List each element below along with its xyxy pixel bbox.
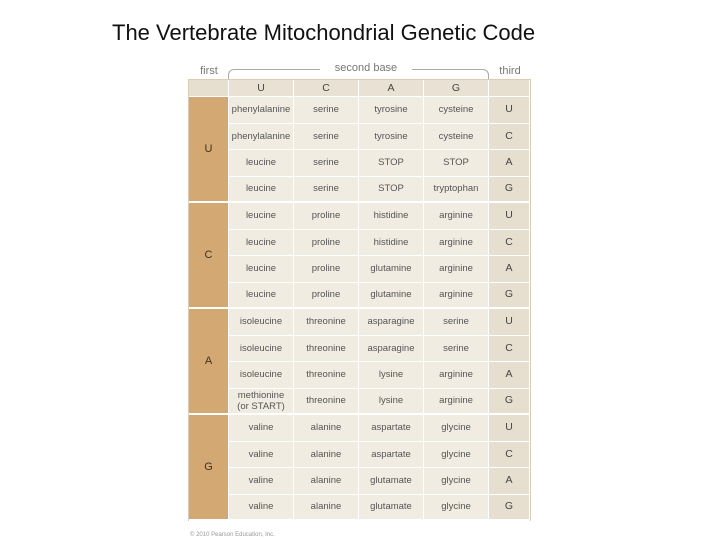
amino-acid-cell: threonine (294, 336, 359, 363)
third-base-a: A (489, 362, 530, 389)
third-base-u: U (489, 203, 530, 230)
amino-acid-cell: methionine (or START) (229, 389, 294, 416)
amino-acid-cell: serine (294, 150, 359, 177)
amino-acid-cell: arginine (424, 389, 489, 416)
amino-acid-cell: arginine (424, 362, 489, 389)
page-title: The Vertebrate Mitochondrial Genetic Code (112, 20, 536, 45)
amino-acid-cell: phenylalanine (229, 97, 294, 124)
third-base-u: U (489, 415, 530, 442)
amino-acid-cell: leucine (229, 150, 294, 177)
third-base-g: G (489, 495, 530, 522)
codon-grid (189, 80, 530, 521)
first-base-header-line1: first (200, 65, 218, 77)
first-base-a: A (189, 309, 229, 415)
amino-acid-cell: valine (229, 415, 294, 442)
amino-acid-cell: leucine (229, 203, 294, 230)
third-base-u: U (489, 97, 530, 124)
amino-acid-cell: threonine (294, 309, 359, 336)
second-base-u: U (229, 80, 294, 97)
amino-acid-cell: glycine (424, 468, 489, 495)
amino-acid-cell: isoleucine (229, 336, 294, 363)
amino-acid-cell: alanine (294, 495, 359, 522)
amino-acid-cell: glycine (424, 415, 489, 442)
third-base-a: A (489, 468, 530, 495)
third-base-c: C (489, 442, 530, 469)
amino-acid-cell: leucine (229, 256, 294, 283)
first-base-g: G (189, 415, 229, 521)
amino-acid-cell: histidine (359, 203, 424, 230)
amino-acid-cell: arginine (424, 230, 489, 257)
amino-acid-cell: leucine (229, 177, 294, 204)
amino-acid-cell: serine (294, 124, 359, 151)
table-corner (189, 80, 229, 97)
third-base-c: C (489, 336, 530, 363)
amino-acid-cell: proline (294, 283, 359, 310)
amino-acid-cell: isoleucine (229, 362, 294, 389)
amino-acid-cell: valine (229, 442, 294, 469)
third-base-u: U (489, 309, 530, 336)
third-base-g: G (489, 177, 530, 204)
amino-acid-cell: proline (294, 256, 359, 283)
amino-acid-cell: isoleucine (229, 309, 294, 336)
third-base-a: A (489, 150, 530, 177)
second-base-header: second base (320, 62, 412, 74)
amino-acid-cell: STOP (424, 150, 489, 177)
amino-acid-cell: asparagine (359, 336, 424, 363)
copyright-footer: © 2010 Pearson Education, Inc. (190, 532, 275, 538)
amino-acid-cell: arginine (424, 256, 489, 283)
second-base-g: G (424, 80, 489, 97)
amino-acid-cell: glutamate (359, 468, 424, 495)
amino-acid-cell: arginine (424, 203, 489, 230)
amino-acid-cell: cysteine (424, 97, 489, 124)
third-base-c: C (489, 124, 530, 151)
amino-acid-cell: glycine (424, 442, 489, 469)
codon-table (188, 79, 531, 521)
amino-acid-cell: serine (424, 336, 489, 363)
third-base-a: A (489, 256, 530, 283)
amino-acid-cell: valine (229, 468, 294, 495)
amino-acid-cell: glutamine (359, 256, 424, 283)
amino-acid-cell: STOP (359, 150, 424, 177)
amino-acid-cell: leucine (229, 230, 294, 257)
amino-acid-cell: serine (424, 309, 489, 336)
second-base-a: A (359, 80, 424, 97)
amino-acid-cell: serine (294, 177, 359, 204)
amino-acid-cell: leucine (229, 283, 294, 310)
amino-acid-cell: arginine (424, 283, 489, 310)
amino-acid-cell: glutamate (359, 495, 424, 522)
amino-acid-cell: STOP (359, 177, 424, 204)
amino-acid-cell: tyrosine (359, 97, 424, 124)
third-base-g: G (489, 283, 530, 310)
third-base-c: C (489, 230, 530, 257)
amino-acid-cell: lysine (359, 389, 424, 416)
amino-acid-cell: threonine (294, 362, 359, 389)
amino-acid-cell: alanine (294, 415, 359, 442)
third-base-g: G (489, 389, 530, 416)
table-corner-right (489, 80, 530, 97)
amino-acid-cell: glycine (424, 495, 489, 522)
amino-acid-cell: proline (294, 203, 359, 230)
amino-acid-cell: threonine (294, 389, 359, 416)
amino-acid-cell: tryptophan (424, 177, 489, 204)
amino-acid-cell: glutamine (359, 283, 424, 310)
first-base-c: C (189, 203, 229, 309)
amino-acid-cell: tyrosine (359, 124, 424, 151)
amino-acid-cell: asparagine (359, 309, 424, 336)
second-base-c: C (294, 80, 359, 97)
amino-acid-cell: aspartate (359, 415, 424, 442)
amino-acid-cell: lysine (359, 362, 424, 389)
amino-acid-cell: histidine (359, 230, 424, 257)
first-base-u: U (189, 97, 229, 203)
amino-acid-cell: cysteine (424, 124, 489, 151)
amino-acid-cell: aspartate (359, 442, 424, 469)
amino-acid-cell: phenylalanine (229, 124, 294, 151)
amino-acid-cell: proline (294, 230, 359, 257)
amino-acid-cell: alanine (294, 468, 359, 495)
amino-acid-cell: serine (294, 97, 359, 124)
amino-acid-cell: valine (229, 495, 294, 522)
third-base-header-line1: third (499, 65, 521, 77)
amino-acid-cell: alanine (294, 442, 359, 469)
